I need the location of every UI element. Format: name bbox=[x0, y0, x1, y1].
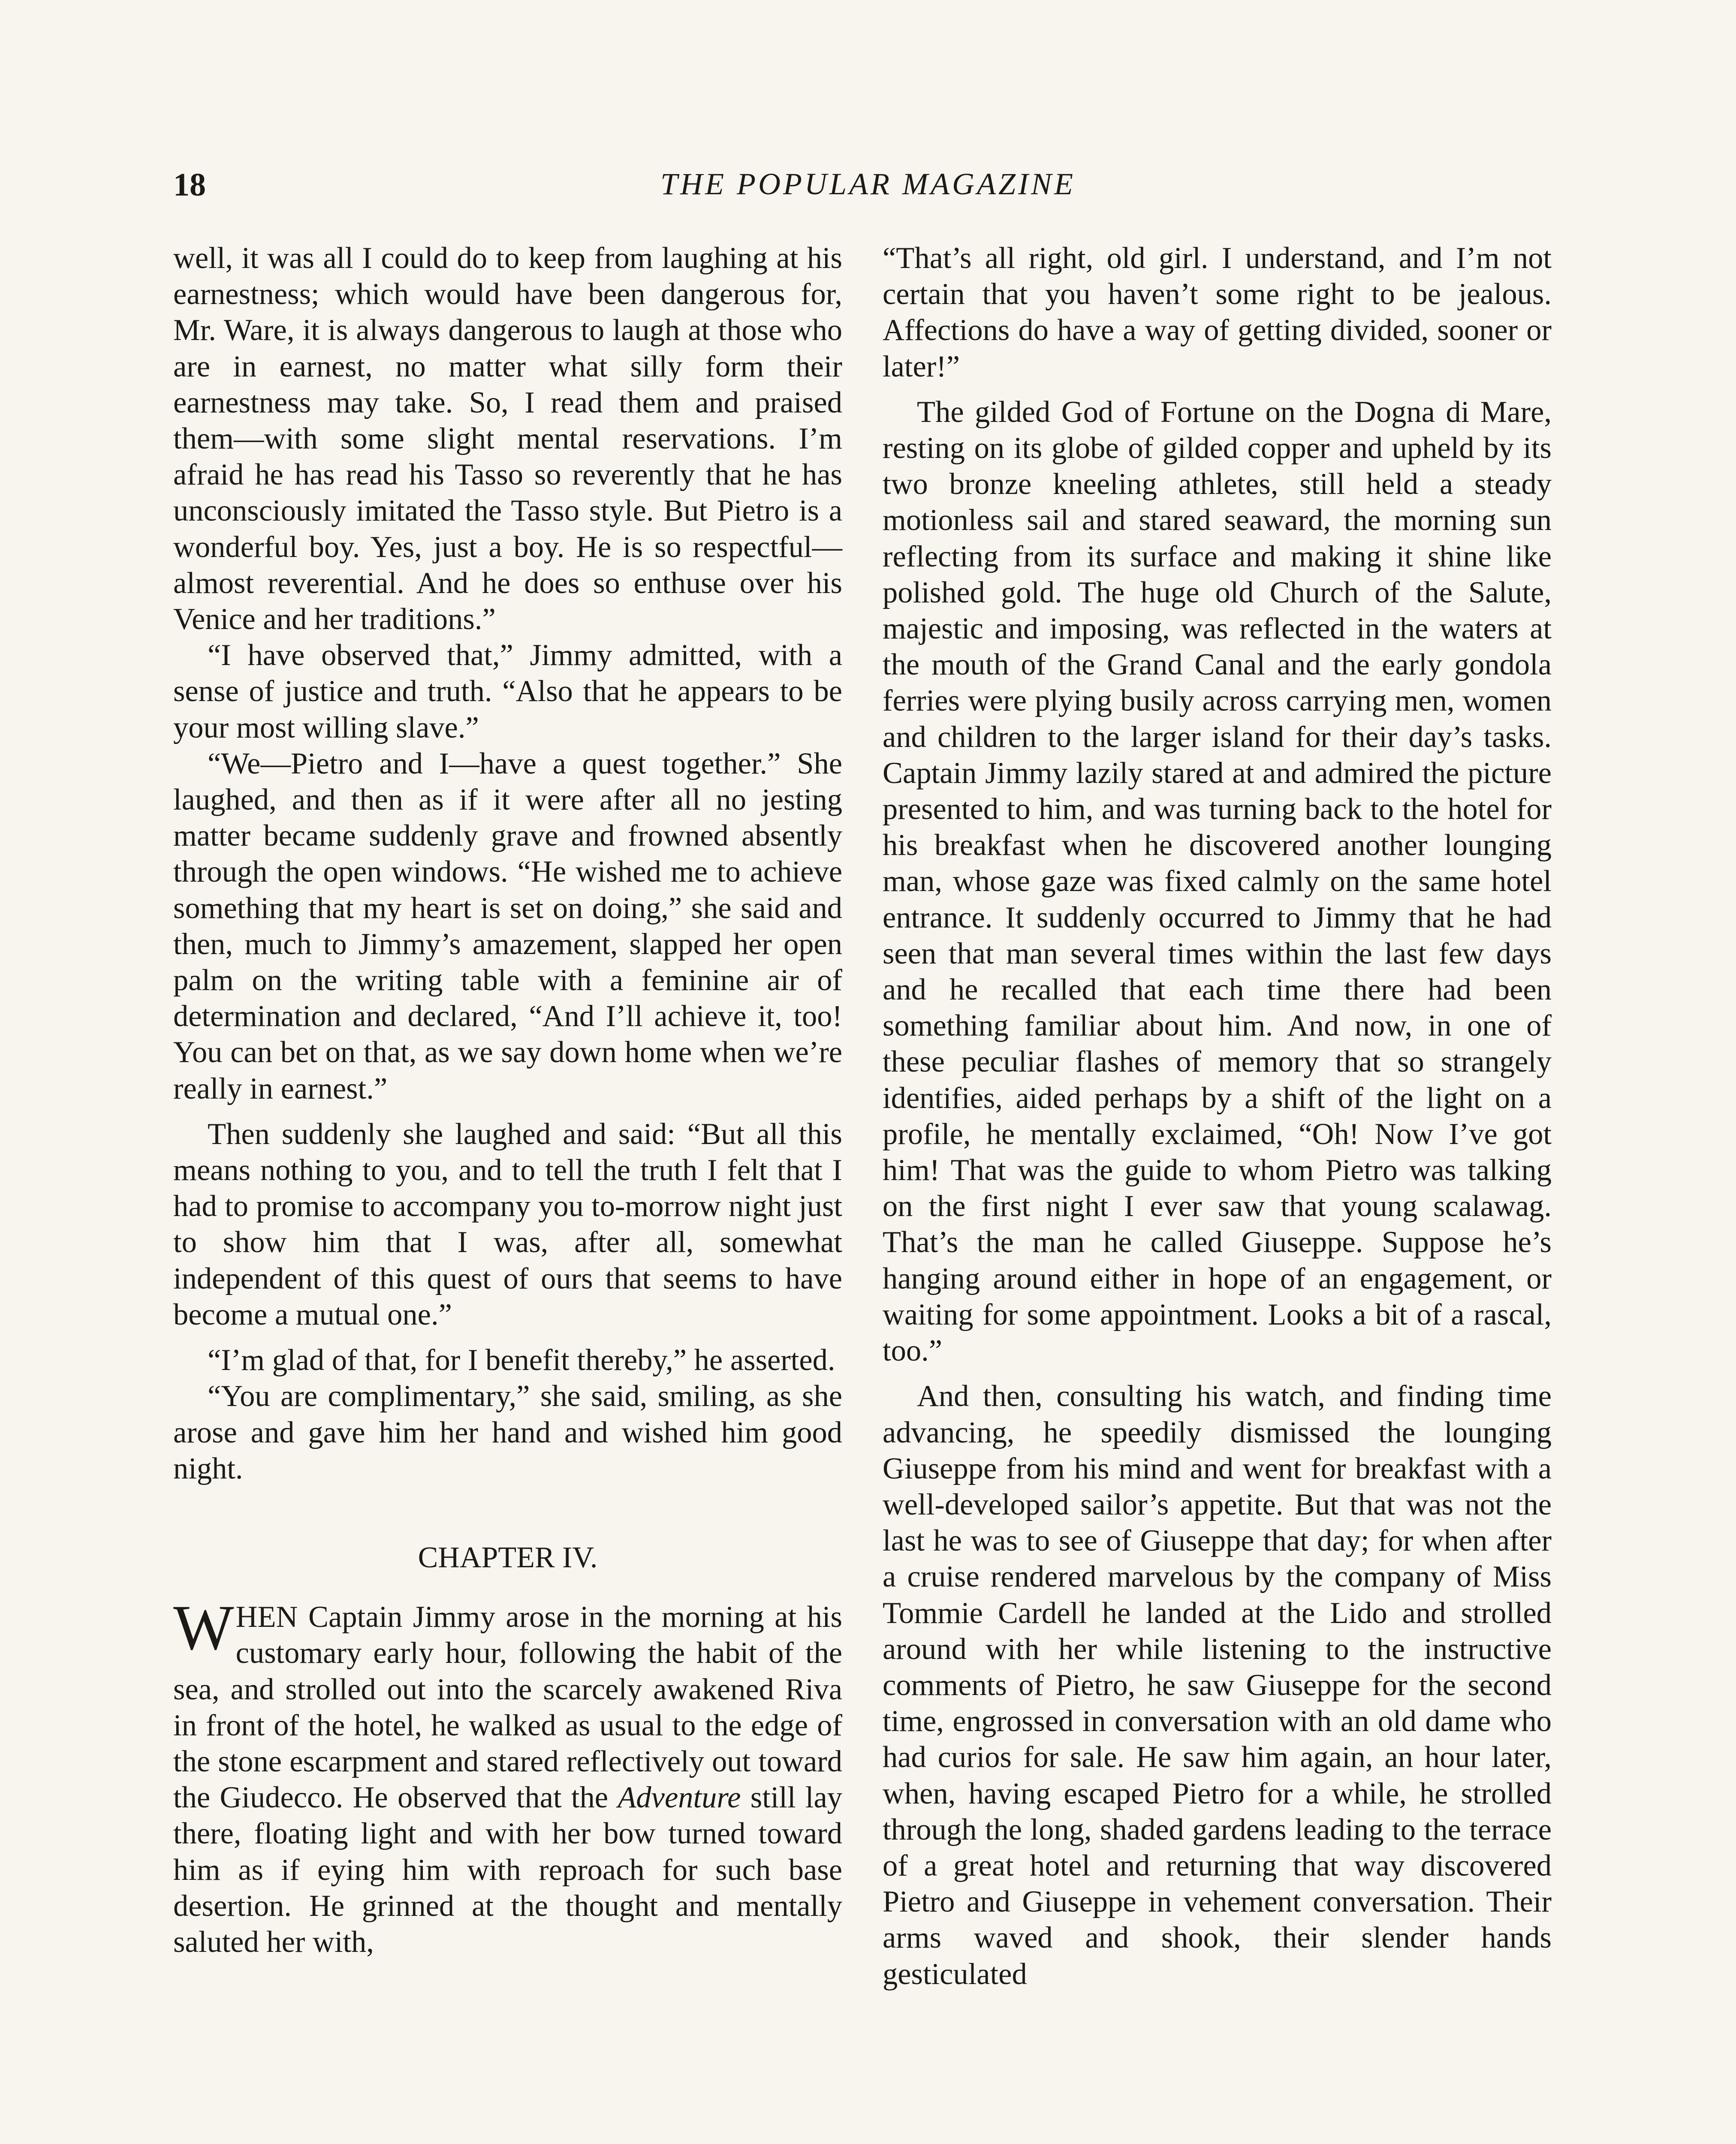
paragraph: Then suddenly she laughed and said: “But all this means nothing to you, and to tell the truth I felt that I had to promise to accompany you to-morrow night just to show him that I was, after all, somewhat independent of this quest of ours that seems to have become a mutual one.” bbox=[173, 1117, 842, 1331]
paragraph: “We—Pietro and I—have a quest together.” She laughed, and then as if it were after all no jesting matter became suddenly grave and frowned absently through the open windows. “He wished me to achieve something that my heart is set on doing,” she said and then, much to Jimmy’s amazement, slapped her open palm on the writing table with a feminine air of determination and declared, “And I’ll achieve it, too! You can bet on that, as we say down home when we’re really in earnest.” bbox=[173, 747, 842, 1105]
paragraph-text: still lay there, floating light and with her bow turned toward him as if eying him with reproach for such base desertion. He grinned at the thought and mentally saluted her with, bbox=[173, 1781, 843, 1959]
paragraph: “That’s all right, old girl. I understand, and I’m not certain that you haven’t some right to be jealous. Affections do have a way of getting divided, sooner or later!” bbox=[883, 241, 1552, 383]
paragraph: “You are complimentary,” she said, smiling, as she arose and gave him her hand and wished him good night. bbox=[173, 1379, 842, 1485]
paragraph: “I’m glad of that, for I benefit thereby,” he asserted. bbox=[208, 1343, 835, 1377]
paragraph: well, it was all I could do to keep from laughing at his earnestness; which would have been dangerous for, Mr. Ware, it is always dangerous to laugh at those who are in earnest, no matter what silly form their earnestness may take. So, I read them and praised them—with some slight mental reservations. I’m afraid he has read his Tasso so reverently that he has unconsciously imitated the Tasso style. But Pietro is a wonderful boy. Yes, just a boy. He is so respectful—almost reverential. And he does so enthuse over his Venice and her traditions.” bbox=[173, 241, 842, 636]
drop-cap: W bbox=[173, 1592, 234, 1664]
right-column bbox=[883, 240, 1552, 1992]
chapter-opening-paragraph bbox=[173, 1592, 843, 1960]
page-number: 18 bbox=[173, 167, 206, 203]
paragraph: And then, consulting his watch, and finding time advancing, he speedily dismissed the lounging Giuseppe from his mind and went for breakfast with a well-developed sailor’s appetite. But that was not the last he was to see of Giuseppe that day; for when after a cruise rendered marvelous by the company of Miss Tommie Cardell he landed at the Lido and strolled around with her while listening to the instructive comments of Pietro, he saw Giuseppe for the second time, engrossed in conversation with an old dame who had curios for sale. He saw him again, an hour later, when, having escaped Pietro for a while, he strolled through the long, shaded gardens leading to the terrace of a great hotel and returning that way discovered Pietro and Giuseppe in vehement conversation. Their arms waved and shook, their slender hands gesticulated bbox=[883, 1379, 1552, 1991]
ship-name: Adventure bbox=[618, 1781, 741, 1815]
chapter-heading: CHAPTER IV. bbox=[418, 1541, 598, 1574]
running-title: THE POPULAR MAGAZINE bbox=[660, 167, 1076, 201]
paragraph: “I have observed that,” Jimmy admitted, with a sense of justice and truth. “Also that he appears to be your most willing slave.” bbox=[173, 638, 842, 744]
paragraph-text: HEN Captain Jimmy arose in the morning at his customary early hour, following the habit of the sea, and strolled out into the scarcely awakened Riva in front of the hotel, he walked as usual to the edge of the stone escarpment and stared reflectively out toward the Giudecco. He observed that the bbox=[173, 1600, 842, 1815]
left-column bbox=[173, 240, 842, 1960]
paragraph: The gilded God of Fortune on the Dogna di Mare, resting on its globe of gilded copper and upheld by its two bronze kneeling athletes, still held a steady motionless sail and stared seaward, the morning sun reflecting from its surface and making it shine like polished gold. The huge old Church of the Salute, majestic and imposing, was reflected in the waters at the mouth of the Grand Canal and the early gondola ferries were plying busily across carrying men, women and children to the larger island for their day’s tasks. Captain Jimmy lazily stared at and admired the picture presented to him, and was turning back to the hotel for his breakfast when he discovered another lounging man, whose gaze was fixed calmly on the same hotel entrance. It suddenly occurred to Jimmy that he had seen that man several times within the last few days and he recalled that each time there had been something familiar about him. And now, in one of these peculiar flashes of memory that so strangely identifies, aided perhaps by a shift of the light on a profile, he mentally exclaimed, “Oh! Now I’ve got him! That was the guide to whom Pietro was talking on the first night I ever saw that young scalawag. That’s the man he called Giuseppe. Suppose he’s hanging around either in hope of an engagement, or waiting for some appointment. Looks a bit of a rascal, too.” bbox=[883, 395, 1552, 1368]
page-header bbox=[173, 166, 1563, 214]
